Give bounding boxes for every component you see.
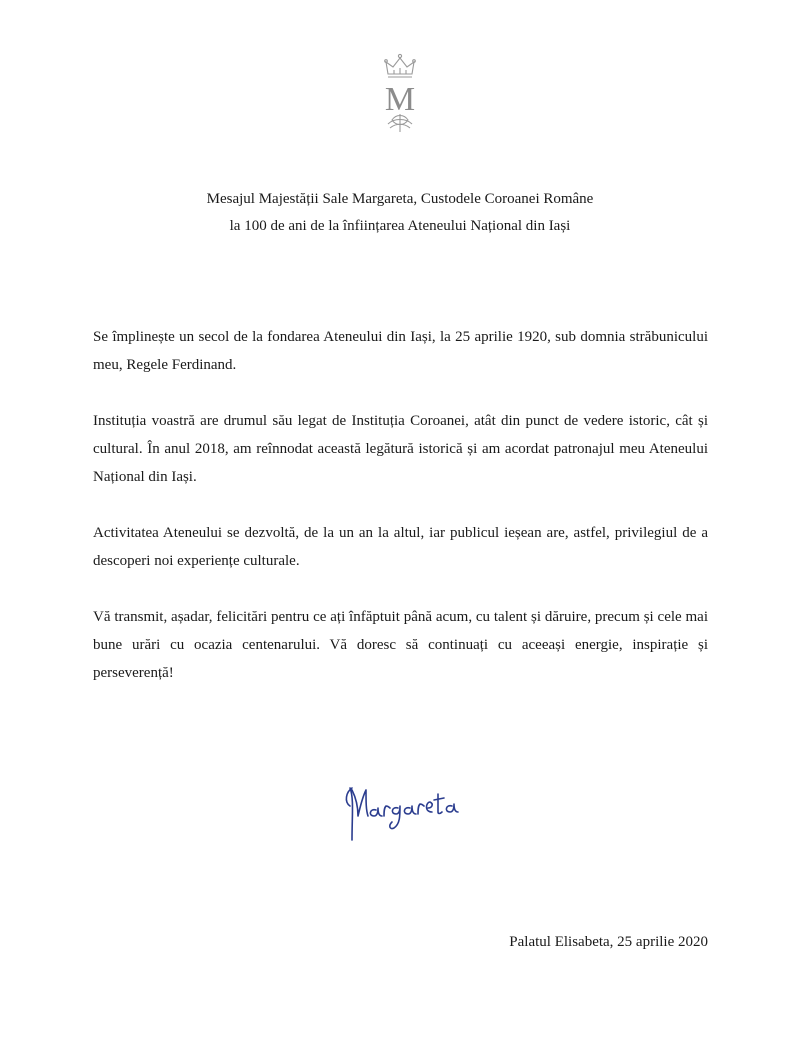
paragraph-1: Se împlinește un secol de la fondarea Ateneului din Iași, la 25 aprilie 1920, sub domnia străbunicului meu, Regele Ferdinand. <box>93 329 708 373</box>
paragraph-4: Vă transmit, așadar, felicitări pentru ce ați înfăptuit până acum, cu talent și dăruire, precum și cele mai bune urări cu ocazia centenarului. Vă doresc să continuați cu aceeași energie, inspirație și perseverență! <box>93 609 708 681</box>
letter-body <box>93 323 708 715</box>
royal-crown-monogram-icon <box>370 52 430 134</box>
title-line-1: Mesajul Majestății Sale Margareta, Custodele Coroanei Române <box>206 191 594 207</box>
paragraph-3: Activitatea Ateneului se dezvoltă, de la un an la altul, iar publicul ieșean are, astfel, privilegiul de a descoperi noi experiențe culturale. <box>93 525 708 569</box>
title-line-2: la 100 de ani de la înființarea Ateneului Național din Iași <box>229 218 571 234</box>
monogram-letter: M <box>384 81 416 118</box>
paragraph-2: Instituția voastră are drumul său legat de Instituția Coroanei, atât din punct de vedere istoric, cât și cultural. În anul 2018, am reînnodat această legătură istorică și am acordat patronajul meu Ateneului Național din Iași. <box>93 413 708 485</box>
handwritten-signature <box>338 768 468 848</box>
place-and-date: Palatul Elisabeta, 25 aprilie 2020 <box>509 934 708 950</box>
letter-title <box>0 186 800 240</box>
